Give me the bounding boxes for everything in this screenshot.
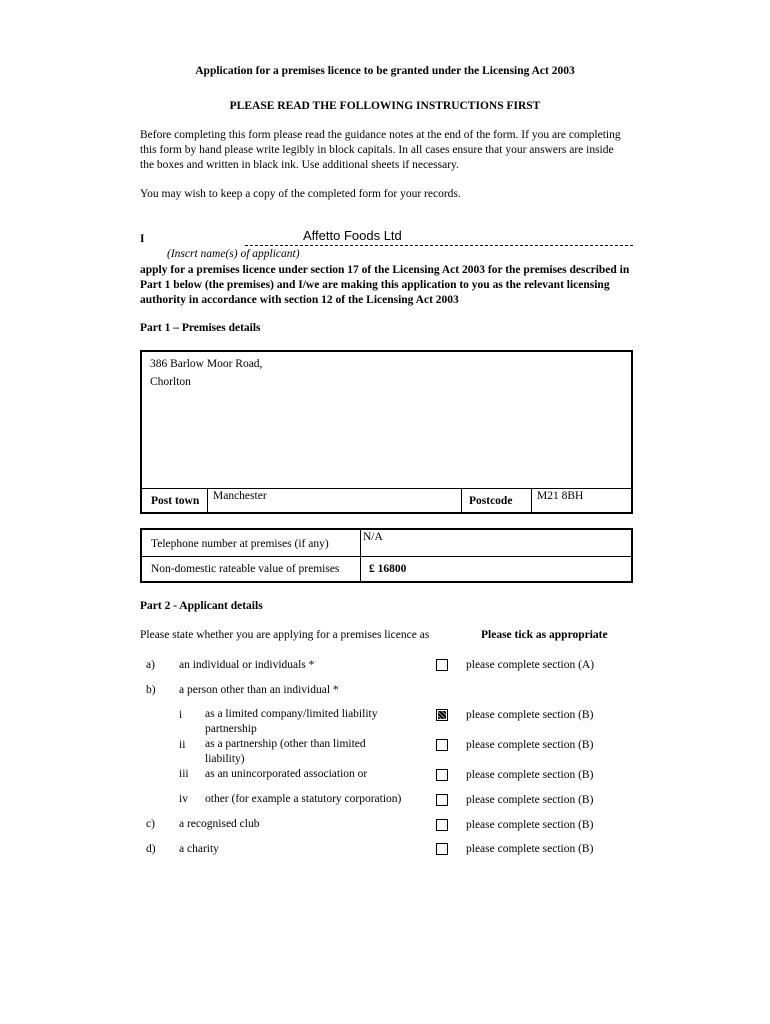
option-d-letter: d)	[146, 843, 156, 855]
address-line2: Chorlton	[150, 376, 191, 388]
option-d-label: a charity	[179, 843, 219, 855]
telephone-field[interactable]	[360, 530, 631, 557]
option-biii-checkbox[interactable]	[436, 769, 448, 781]
applicant-name-caption: (Inscrt name(s) of applicant)	[167, 248, 300, 260]
postcode-value: M21 8BH	[537, 490, 584, 502]
telephone-row	[142, 530, 631, 557]
option-a-checkbox[interactable]	[436, 659, 448, 671]
option-bii-checkbox[interactable]	[436, 739, 448, 751]
telephone-value: N/A	[363, 531, 383, 543]
address-line1: 386 Barlow Moor Road,	[150, 358, 263, 370]
option-bii-number: ii	[179, 739, 186, 751]
rateable-label: Non-domestic rateable value of premises	[151, 563, 340, 575]
option-bii-label: as a partnership (other than limited liability)	[205, 738, 366, 765]
postcode-field[interactable]	[531, 489, 631, 513]
telephone-label: Telephone number at premises (if any)	[151, 538, 329, 550]
instructions-note: You may wish to keep a copy of the completed form for your records.	[140, 188, 461, 200]
declaration-text: apply for a premises licence under section 17 of the Licensing Act 2003 for the premises described in Part 1 below (the premises) and I/we are making this application to you as the relevant licensing authority in accordance with section 12 of the Licensing Act 2003	[140, 264, 630, 306]
option-a-label: an individual or individuals *	[179, 659, 315, 671]
tick-header: Please tick as appropriate	[481, 629, 608, 641]
option-bi-checkbox[interactable]	[436, 709, 448, 721]
option-biv-number: iv	[179, 793, 188, 805]
post-town-label: Post town	[151, 495, 200, 507]
option-biv-note: please complete section (B)	[466, 794, 594, 806]
applicant-type-question: Please state whether you are applying for a premises licence as	[140, 629, 430, 641]
option-biv-label: other (for example a statutory corporation)	[205, 793, 402, 805]
part1-heading: Part 1 – Premises details	[140, 322, 261, 334]
rateable-row	[142, 557, 631, 581]
option-d-checkbox[interactable]	[436, 843, 448, 855]
option-bi-label: as a limited company/limited liability partnership	[205, 708, 378, 735]
post-town-value: Manchester	[213, 490, 267, 502]
option-biii-label: as an unincorporated association or	[205, 768, 368, 780]
form-title: Application for a premises licence to be granted under the Licensing Act 2003	[195, 65, 575, 77]
part2-heading: Part 2 - Applicant details	[140, 600, 263, 612]
option-a-note: please complete section (A)	[466, 659, 595, 671]
option-b-letter: b)	[146, 684, 156, 696]
option-d-note: please complete section (B)	[466, 843, 594, 855]
option-a-letter: a)	[146, 659, 155, 671]
premises-address-box	[140, 350, 633, 514]
applicant-name-value: Affetto Foods Ltd	[303, 228, 402, 243]
option-biv-checkbox[interactable]	[436, 794, 448, 806]
rateable-field[interactable]	[360, 557, 631, 581]
premises-info-table	[140, 528, 633, 583]
option-biii-number: iii	[179, 768, 189, 780]
instructions-paragraph: Before completing this form please read the guidance notes at the end of the form. If you are completing this form by hand please write legibly in block capitals. In all cases ensure that your answers are inside the boxes and written in black ink. Use additional sheets if necessary.	[140, 129, 621, 171]
option-c-letter: c)	[146, 818, 155, 830]
option-c-label: a recognised club	[179, 818, 260, 830]
option-c-note: please complete section (B)	[466, 819, 594, 831]
postcode-label: Postcode	[461, 489, 531, 513]
option-c-checkbox[interactable]	[436, 819, 448, 831]
address-field[interactable]	[142, 352, 631, 488]
applicant-prefix: I	[140, 233, 145, 245]
option-b-label: a person other than an individual *	[179, 684, 339, 696]
rateable-value: £ 16800	[369, 563, 407, 575]
post-town-field[interactable]	[207, 489, 461, 513]
option-biii-note: please complete section (B)	[466, 769, 594, 781]
option-bi-note: please complete section (B)	[466, 709, 594, 721]
option-bi-number: i	[179, 709, 183, 721]
instructions-heading: PLEASE READ THE FOLLOWING INSTRUCTIONS FIRST	[229, 100, 541, 112]
address-bottom-row	[142, 488, 631, 512]
applicant-name-field[interactable]	[245, 227, 633, 246]
option-bii-note: please complete section (B)	[466, 739, 594, 751]
